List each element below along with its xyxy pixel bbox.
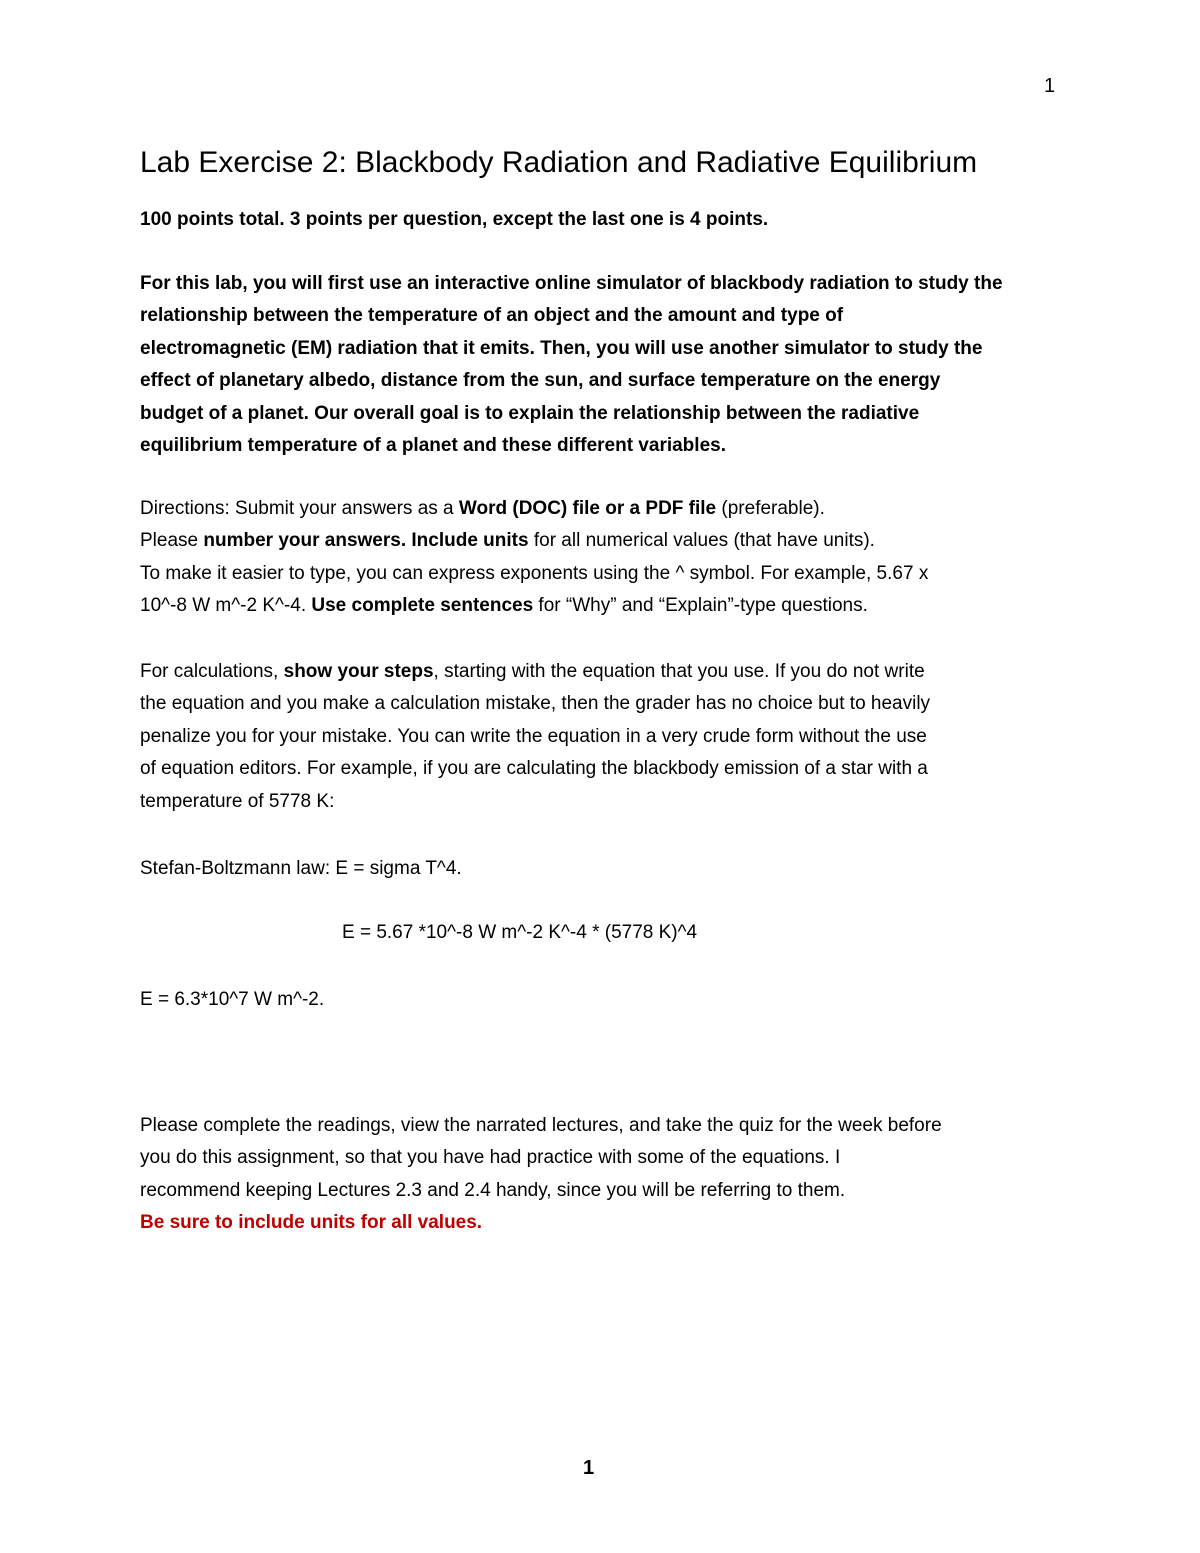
header-page-number: 1 bbox=[1044, 75, 1056, 97]
stefan-boltzmann-law: Stefan-Boltzmann law: E = sigma T^4. bbox=[140, 858, 462, 879]
directions-line: To make it easier to type, you can express exponents using the ^ symbol. For example, 5.67 x bbox=[140, 562, 929, 584]
footer-page-number: 1 bbox=[583, 1457, 595, 1479]
calculations-line: temperature of 5778 K: bbox=[140, 790, 335, 812]
intro-line: equilibrium temperature of a planet and these different variables. bbox=[140, 435, 726, 457]
equation-substitution: E = 5.67 *10^-8 W m^-2 K^-4 * (5778 K)^4 bbox=[342, 922, 698, 943]
readings-line: Please complete the readings, view the narrated lectures, and take the quiz for the week before bbox=[140, 1115, 942, 1136]
readings-paragraph bbox=[140, 1110, 1065, 1240]
readings-line: recommend keeping Lectures 2.3 and 2.4 handy, since you will be referring to them. bbox=[140, 1179, 846, 1201]
calculations-line: For calculations, show your steps, starting with the equation that you use. If you do not write bbox=[140, 661, 925, 682]
readings-line: you do this assignment, so that you have had practice with some of the equations. I bbox=[140, 1147, 841, 1169]
directions-line: Directions: Submit your answers as a Word (DOC) file or a PDF file (preferable). bbox=[140, 498, 825, 519]
calculations-paragraph bbox=[140, 656, 1065, 818]
intro-line: For this lab, you will first use an interactive online simulator of blackbody radiation to study the bbox=[140, 273, 1003, 294]
points-summary: 100 points total. 3 points per question, except the last one is 4 points. bbox=[140, 209, 769, 230]
equation-result: E = 6.3*10^7 W m^-2. bbox=[140, 989, 325, 1010]
units-warning: Be sure to include units for all values. bbox=[140, 1212, 483, 1234]
calculations-line: the equation and you make a calculation mistake, then the grader has no choice but to heavily bbox=[140, 693, 931, 715]
calculations-line: of equation editors. For example, if you are calculating the blackbody emission of a star with a bbox=[140, 758, 928, 780]
directions-paragraph bbox=[140, 493, 1065, 623]
intro-line: effect of planetary albedo, distance from the sun, and surface temperature on the energy bbox=[140, 370, 941, 392]
directions-line: Please number your answers. Include units for all numerical values (that have units). bbox=[140, 530, 875, 552]
directions-line: 10^-8 W m^-2 K^-4. Use complete sentences for “Why” and “Explain”-type questions. bbox=[140, 595, 868, 617]
calculations-line: penalize you for your mistake. You can write the equation in a very crude form without the use bbox=[140, 725, 927, 747]
page-title: Lab Exercise 2: Blackbody Radiation and Radiative Equilibrium bbox=[140, 146, 978, 179]
intro-line: budget of a planet. Our overall goal is to explain the relationship between the radiative bbox=[140, 402, 920, 424]
intro-line: relationship between the temperature of an object and the amount and type of bbox=[140, 305, 844, 327]
intro-line: electromagnetic (EM) radiation that it emits. Then, you will use another simulator to study the bbox=[140, 337, 983, 359]
intro-paragraph bbox=[140, 268, 1065, 462]
